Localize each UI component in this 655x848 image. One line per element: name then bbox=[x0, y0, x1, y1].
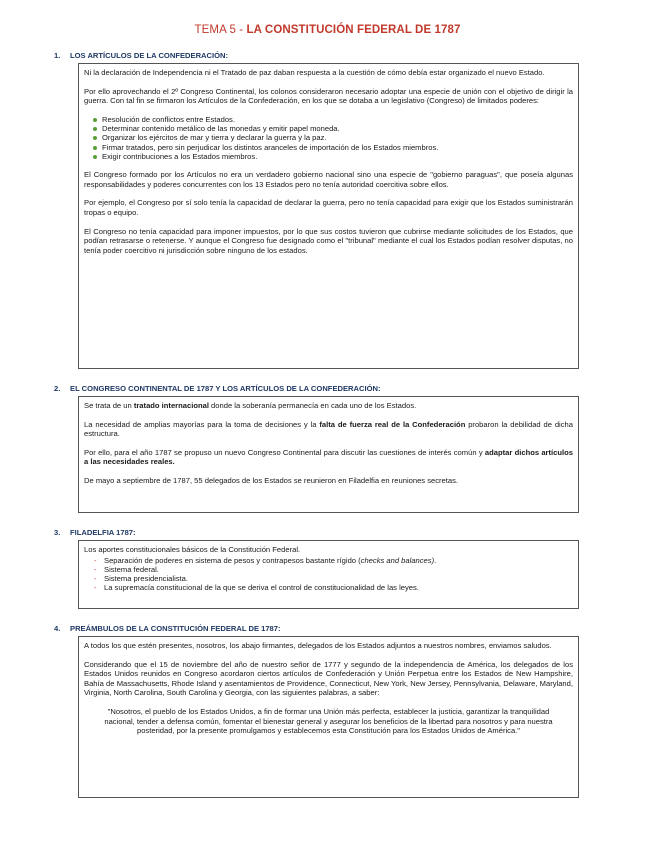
text: donde la soberanía permanecía en cada uno de los Estados. bbox=[208, 401, 417, 410]
bullet-icon bbox=[93, 118, 97, 122]
dash-icon: - bbox=[94, 583, 97, 593]
section-2-paragraph bbox=[84, 401, 573, 411]
list-item-text: Resolución de conflictos entre Estados. bbox=[102, 114, 235, 124]
list-item-text: Exigir contribuciones a los Estados miembros. bbox=[102, 151, 258, 161]
bold-text: falta de fuerza real de la Confederación bbox=[319, 419, 466, 429]
list-item bbox=[94, 556, 573, 565]
list-item-text: Sistema presidencialista. bbox=[104, 574, 188, 583]
list-item-text: Sistema federal. bbox=[104, 564, 159, 574]
bold-text: tratado internacional bbox=[133, 401, 209, 410]
list-item-text: . bbox=[434, 555, 437, 565]
list-item bbox=[93, 115, 573, 124]
bullet-icon bbox=[93, 155, 97, 159]
list-item-text: La supremacía constitucional de la que se deriva el control de constitucionalidad de las leyes. bbox=[104, 583, 419, 593]
section-3-intro: Los aportes constitucionales básicos de la Constitución Federal. bbox=[84, 545, 301, 554]
bullet-icon bbox=[93, 146, 97, 150]
section-3-title: FILADELFIA 1787: bbox=[70, 528, 136, 537]
list-item-text: Firmar tratados, pero sin perjudicar los distintos aranceles de importación de los Estados miembros. bbox=[102, 142, 439, 152]
title-main: LA CONSTITUCIÓN FEDERAL DE 1787 bbox=[246, 24, 461, 36]
section-3-heading bbox=[54, 528, 136, 537]
section-1-paragraph: El Congreso no tenía capacidad para imponer impuestos, por lo que sus costos tuvieron que cubrirse mediante solicitudes de los Estados, que podían retrasarse o retenerse. Y aunque el Congreso fue designado como el "tribunal" mediante el cual los Estados podían resolver disputas, no tenía poder coercitivo ni jurisdicción sobre ninguno de los estados. bbox=[84, 226, 573, 255]
text: Se trata de un bbox=[84, 401, 134, 410]
section-1-paragraph: Por ejemplo, el Congreso por sí solo tenía la capacidad de declarar la guerra, pero no tenía capacidad para exigir que los Estados suministrarán tropas o equipo. bbox=[84, 198, 573, 218]
dash-icon: - bbox=[94, 574, 97, 583]
section-2-heading bbox=[54, 384, 381, 393]
list-item-text: Organizar los ejércitos de mar y tierra y declarar la guerra y la paz. bbox=[102, 133, 327, 143]
section-3-number: 3. bbox=[54, 528, 61, 537]
bullet-icon bbox=[93, 136, 97, 140]
section-2-paragraph bbox=[84, 448, 573, 467]
bullet-icon bbox=[93, 127, 97, 131]
list-item-text: Determinar contenido metálico de las monedas y emitir papel moneda. bbox=[102, 124, 340, 134]
list-item bbox=[93, 143, 573, 152]
text: Por ello, para el año 1787 se propuso un nuevo Congreso Continental para discutir las cuestiones de interés común y bbox=[84, 447, 485, 457]
section-1-paragraph: El Congreso formado por los Artículos no era un verdadero gobierno nacional sino una especie de "gobierno paraguas", que poseía algunas responsabilidades y poderes concurrentes con los 13 Estados pero no tenía autoridad coercitiva sobre ellos. bbox=[84, 170, 573, 189]
list-item bbox=[94, 565, 573, 574]
section-2-paragraph: De mayo a septiembre de 1787, 55 delegados de los Estados se reunieron en Filadelfia en reuniones secretas. bbox=[84, 475, 459, 485]
contributions-list bbox=[94, 556, 573, 593]
section-4-number: 4. bbox=[54, 624, 61, 633]
section-2-title: EL CONGRESO CONTINENTAL DE 1787 Y LOS ARTÍCULOS DE LA CONFEDERACIÓN: bbox=[70, 384, 381, 393]
preamble-quote: "Nosotros, el pueblo de los Estados Unidos, a fin de formar una Unión más perfecta, establecer la justicia, garantizar la tranquilidad nacional, tender a defensa común, fomentar el bienestar general y asegurar los beneficios de la libertad para nosotros y para nuestra posteridad, por la presente promulgamos y establecemos esta Constitución para los Estados Unidos de América." bbox=[104, 706, 553, 736]
section-4-paragraph: Considerando que el 15 de noviembre del año de nuestro señor de 1777 y segundo de la independencia de América, los delegados de los Estados Unidos reunidos en Congreso acordaron ciertos artículos de Confederación y Unión Perpetua entre los Estados de New Hampshire, Bahía de Massachusetts, Rhode Island y asentamientos de Providence, Connecticut, New York, New Jersey, Pennsylvania, Delaware, Maryland, Virginia, North Carolina, South Carolina y Georgia, con las siguientes palabras, a saber: bbox=[84, 659, 573, 698]
section-3-box bbox=[78, 540, 579, 609]
list-item bbox=[94, 583, 573, 592]
section-2-box bbox=[78, 396, 579, 513]
text: probaron la debilidad de dicha estructura. bbox=[84, 419, 573, 439]
section-4-box bbox=[78, 636, 579, 798]
section-4-paragraph: A todos los que estén presentes, nosotros, los abajo firmantes, delegados de los Estados adjuntos a nuestros nombres, enviamos saludos. bbox=[84, 641, 552, 650]
section-2-paragraph bbox=[84, 420, 573, 439]
bold-text: adaptar dichos artículos a las necesidades reales. bbox=[84, 447, 573, 467]
section-4-heading bbox=[54, 624, 281, 633]
title-prefix: TEMA 5 - bbox=[194, 24, 247, 36]
dash-icon: - bbox=[94, 555, 97, 565]
list-item bbox=[93, 124, 573, 133]
list-item-text: Separación de poderes en sistema de pesos y contrapesos bastante rígido ( bbox=[104, 555, 361, 565]
section-1-paragraph: Ni la declaración de Independencia ni el Tratado de paz daban respuesta a la cuestión de cómo debía estar organizado el nuevo Estado. bbox=[84, 68, 545, 77]
italic-text: checks and balances) bbox=[360, 555, 435, 565]
powers-list bbox=[93, 115, 573, 161]
list-item bbox=[94, 574, 573, 583]
list-item bbox=[93, 133, 573, 142]
section-1-paragraph: Por ello aprovechando el 2º Congreso Continental, los colonos consideraron necesario adoptar una especie de unión con el objetivo de dirigir la guerra. Con tal fin se firmaron los Artículos de la Confederación, en los que se dotaba a un legislativo (Congreso) de limitados poderes: bbox=[84, 86, 573, 106]
section-2-number: 2. bbox=[54, 384, 61, 393]
section-1-number: 1. bbox=[54, 51, 61, 60]
section-1-heading bbox=[54, 51, 228, 60]
section-4-title: PREÁMBULOS DE LA CONSTITUCIÓN FEDERAL DE 1787: bbox=[70, 624, 281, 633]
section-1-box bbox=[78, 63, 579, 369]
dash-icon: - bbox=[94, 564, 97, 574]
text: La necesidad de amplias mayorías para la toma de decisiones y la bbox=[84, 419, 320, 429]
list-item bbox=[93, 152, 573, 161]
page-title bbox=[0, 24, 655, 36]
section-1-title: LOS ARTÍCULOS DE LA CONFEDERACIÓN: bbox=[70, 51, 229, 60]
